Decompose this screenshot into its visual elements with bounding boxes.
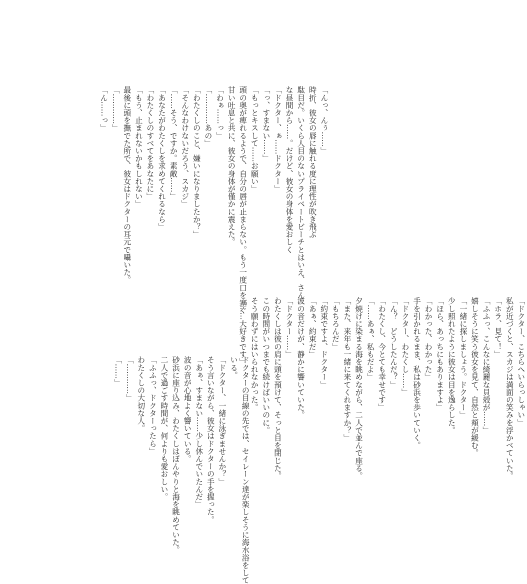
text-line: 最後に頭を撫でた所で、彼女はドクターの耳元で囁いた。 [122,86,132,284]
text-line: そう願わずにはいられなかった。 [250,297,260,411]
text-line: な昼間から……。だけど、彼女の身体を愛おしく [285,86,295,254]
right-text-block [237,297,527,584]
text-line: 「ん？ どうしたんだ？」 [389,297,399,389]
text-line: 「ほら、あっちにもありますよ」 [435,297,445,411]
text-line: 「もちろんだ」 [331,297,341,351]
text-line: 「んっ、んぅ……」 [319,86,329,155]
text-line: 頭の奥が痺れるようで、自分の唇が止まらない。もう一度口を塞ぐ [238,86,248,314]
text-line: 波の音が心地よく響いている。 [183,356,193,463]
text-line: わたくしの大切な人。 [136,356,146,432]
text-line: 「……そう、ですか。素敵……」 [169,86,179,200]
text-line: 「ホラ、見て！」 [493,297,503,358]
text-line: 少し照れたように彼女は目を逸らした。 [447,297,457,434]
text-line: 「また、来年も一緒に来てくれますか？」 [342,297,352,442]
text-line: 「……大好きです」 [238,297,248,366]
text-line: 「ふふっ、こんなに綺麗な貝殻が……」 [482,297,492,434]
text-line: 「ドクター……」 [284,297,294,358]
text-line: 「…………」 [111,86,121,132]
lower-text-block [112,356,251,584]
text-line: 「ドクター、こちらへいらっしゃい」 [516,297,526,427]
text-line: 砂浜に座り込み、わたくしはぼんやりと海を眺めていた。 [171,356,181,554]
text-line: 「約束ですよ、ドクター」 [319,297,329,389]
text-line: 甘い吐息と共に、彼女の身体が僅かに震えた。 [227,86,237,246]
text-line: 「あぁ、約束だ」 [308,297,318,358]
text-line: 「あなたがわたくしを求めてくれるなら」 [157,86,167,231]
text-line: 「もう、止まれないかもしれない」 [134,86,144,208]
text-line: 「…………あの」 [203,86,213,147]
text-line: わたくしは彼の肩に頭を預けて、そっと目を閉じた。 [273,297,283,480]
text-line: 「わたくし、今とても幸せです」 [377,297,387,411]
text-line: 嬉しそうに笑う彼女を見て、自然と頬が緩む。 [470,297,480,457]
text-line: 手を引かれるまま、私は砂浜を歩いていく。 [412,297,422,449]
text-line: 「わたくしのすべてをあなたに」 [145,86,155,200]
text-line: 「…………」 [125,356,135,402]
text-line: 「っ、すまない……」 [261,86,271,162]
text-line: 駄目だ。いくら人目のないプライベートビーチとはいえ、さん [296,86,306,299]
text-line: 「ん……っ」 [99,86,109,132]
text-line: 波の音だけが、静かに響いていた。 [296,297,306,419]
text-line: 「わぁ……っ」 [215,86,225,140]
text-line: 「わたくしのこと、嫌いになりましたか？」 [192,86,202,238]
text-line: 「あぁ、すまない……少し休んでいたんだ」 [194,356,204,508]
text-line: 「ドクター、わたくし……」 [400,297,410,396]
text-line: この時間がいつまでも続けばいいのに。 [261,297,271,434]
text-line: 「そんなわけないだろう、スカジ」 [180,86,190,208]
text-line: 二人で過ごす時間が、何よりも愛おしい。 [159,356,169,501]
text-line: そう言いながら、彼女はドクターの手を握った。 [206,356,216,524]
text-line: 「……あぁ、私もだよ」 [366,297,376,381]
text-line: 「もっとキスして……お願い」 [250,86,260,193]
text-line: いる。 [229,356,239,379]
text-line: 「ドクター、ぁ……ドクター」 [273,86,283,193]
text-line: 私が近づくと、スカジは満面の笑みを浮かべていた。 [505,297,515,480]
text-line: 「ふふっ、ドクターったら」 [148,356,158,455]
text-line: ドクターの目線の先では、セイレーン達が楽しそうに海水浴をして [241,356,251,584]
text-line: 「……」 [113,356,123,387]
text-line: 夕焼けに染まる海を眺めながら、二人で並んで座る。 [354,297,364,480]
text-line: 「一緒に探しましょう。ドクター」 [458,297,468,419]
text-line: 「わかった、わかった」 [424,297,434,381]
text-line: 「ドクター、一緒に泳ぎませんか？」 [217,356,227,486]
text-line: 時折、彼女の唇に触れる度に理性が吹き飛ぶ [308,86,318,238]
